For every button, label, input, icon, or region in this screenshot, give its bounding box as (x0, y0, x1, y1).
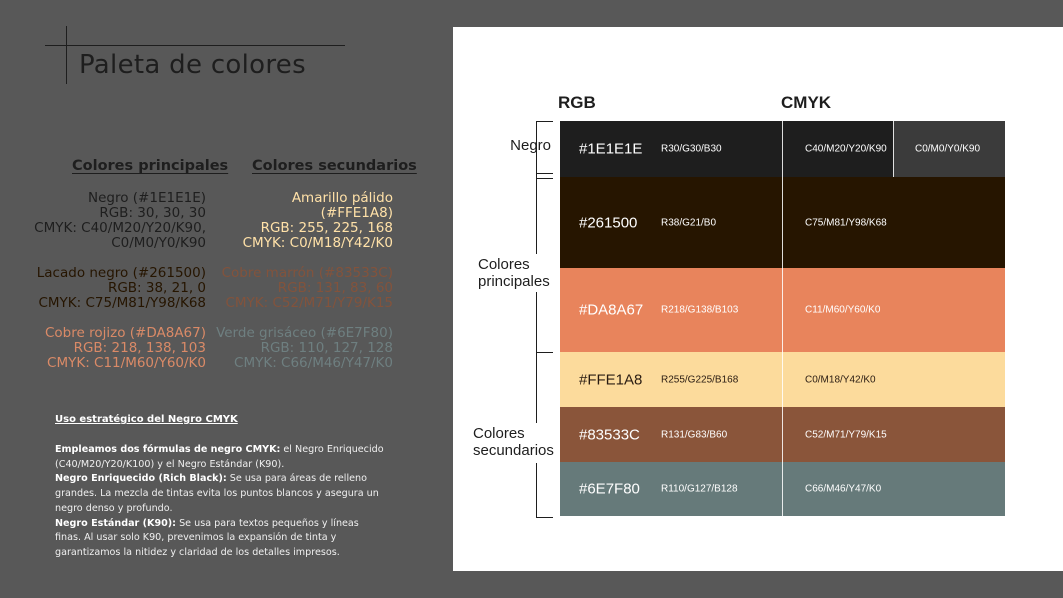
swatch-rgb-value: R30/G30/B30 (661, 143, 722, 155)
color-rgb: RGB: 131, 83, 60 (277, 280, 393, 296)
color-name: Lacado negro (#261500) (36, 265, 206, 281)
swatch-cmyk-cell (782, 121, 893, 177)
row-label-colores-secundarios (473, 425, 554, 459)
row-label-line: secundarios (473, 442, 554, 459)
swatch-rgb-cell (560, 352, 782, 407)
color-entry-cobre-marron (133, 266, 393, 311)
color-name: Cobre marrón (#83533C) (221, 265, 393, 281)
color-cmyk: CMYK: C75/M81/Y98/K68 (38, 295, 206, 311)
color-rgb: RGB: 38, 21, 0 (107, 280, 206, 296)
swatch-hex: #1E1E1E (579, 140, 643, 158)
swatch-hex: #261500 (579, 214, 638, 231)
strategy-bold-lead: Negro Estándar (K90): (55, 517, 177, 529)
strategy-paragraph-formulas (55, 443, 385, 472)
swatch-cmyk-value: C52/M71/Y79/K15 (805, 429, 887, 440)
swatch-cmyk-cell (782, 268, 1005, 352)
color-name: Negro (#1E1E1E) (88, 190, 206, 206)
color-entry-amarillo-palido (133, 191, 393, 251)
swatch-rgb-value: R131/G83/B60 (661, 429, 728, 440)
strategy-paragraph-k90 (55, 517, 385, 561)
strategy-paragraph-rich-black (55, 472, 385, 516)
swatch-hex: #FFE1A8 (579, 371, 643, 388)
page-title: Paleta de colores (79, 50, 306, 80)
swatch-cmyk-value: C75/M81/Y98/K68 (805, 217, 887, 228)
swatch-cmyk-value: C0/M18/Y42/K0 (805, 374, 876, 385)
color-cmyk: CMYK: C0/M18/Y42/K0 (242, 235, 393, 251)
table-header-cmyk: CMYK (781, 93, 832, 112)
swatch-cmyk-value: C66/M46/Y47/K0 (805, 483, 882, 495)
color-name: Cobre rojizo (#DA8A67) (45, 325, 206, 341)
title-divider-line (45, 45, 345, 46)
swatch-rgb-value: R38/G21/B0 (661, 217, 717, 228)
swatch-rgb-value: R218/G138/B103 (661, 304, 739, 316)
strategy-bold-lead: Empleamos dos fórmulas de negro CMYK: (55, 444, 281, 455)
swatch-row-261500 (560, 177, 1005, 268)
strategy-text: Se usa para áreas de relleno grandes. La mezcla de tintas evita los puntos blancos y asegura un negro denso y profundo. (55, 473, 379, 514)
swatch-cmyk-cell (782, 352, 1005, 407)
color-cmyk: CMYK: C11/M60/Y60/K0 (47, 355, 206, 371)
swatch-rgb-value: R255/G225/B168 (661, 374, 739, 385)
color-cmyk: CMYK: C40/M20/Y20/K90, (34, 220, 206, 236)
color-name: Verde grisáceo (#6E7F80) (216, 325, 393, 341)
color-entry-verde-grisaceo (133, 326, 393, 371)
color-rgb: RGB: 30, 30, 30 (99, 205, 206, 221)
swatch-cmyk-k90-value: C0/M0/Y0/K90 (915, 143, 981, 155)
row-label-negro: Negro (510, 137, 551, 154)
strategy-title: Uso estratégico del Negro CMYK (55, 414, 238, 425)
swatch-rgb-cell (560, 407, 782, 462)
heading-colores-principales: Colores principales (72, 158, 229, 174)
color-cmyk-k90: C0/M0/Y0/K90 (111, 235, 206, 251)
swatch-hex: #83533C (579, 426, 640, 443)
row-label-colores-principales (478, 256, 550, 290)
strategy-text: Se usa para textos pequeños y líneas finas. Al usar solo K90, prevenimos la expansión de tinta y garantizamos la nitidez y claridad de los detalles impresos. (55, 517, 359, 558)
swatch-cmyk-cell (782, 407, 1005, 462)
color-cmyk: CMYK: C66/M46/Y47/K0 (234, 355, 393, 371)
swatch-row-da8a67 (560, 268, 1005, 352)
swatch-rgb-value: R110/G127/B128 (661, 483, 738, 495)
color-table-panel (453, 27, 1063, 571)
color-rgb: RGB: 255, 225, 168 (260, 220, 393, 236)
color-name: Amarillo pálido (#FFE1A8) (291, 190, 393, 221)
row-label-line: principales (478, 273, 550, 290)
color-rgb: RGB: 218, 138, 103 (73, 340, 206, 356)
swatch-hex: #DA8A67 (579, 301, 644, 319)
swatch-cmyk-value: C40/M20/Y20/K90 (805, 143, 887, 155)
swatch-cmyk-cell (782, 462, 1005, 516)
swatch-row-6e7f80 (560, 462, 1005, 516)
row-label-line: Colores (478, 256, 530, 273)
strategy-body (55, 443, 385, 561)
row-label-line: Colores (473, 425, 525, 442)
swatch-hex: #6E7F80 (579, 480, 640, 498)
swatch-cmyk-k90-cell (893, 121, 1005, 177)
color-rgb: RGB: 110, 127, 128 (260, 340, 393, 356)
heading-colores-secundarios: Colores secundarios (252, 158, 417, 174)
strategy-text: el Negro Enriquecido (C40/M20/Y20/K100) y el Negro Estándar (K90). (55, 444, 384, 470)
table-header-rgb: RGB (558, 93, 596, 112)
swatch-rgb-cell (560, 121, 782, 177)
swatch-rgb-cell (560, 268, 782, 352)
strategy-bold-lead: Negro Enriquecido (Rich Black): (55, 473, 227, 485)
color-cmyk: CMYK: C52/M71/Y79/K15 (225, 295, 393, 311)
title-accent-line (66, 26, 67, 84)
swatch-rgb-cell (560, 177, 782, 268)
swatch-rgb-cell (560, 462, 782, 516)
swatch-row-83533c (560, 407, 1005, 462)
swatch-row-1e1e1e (560, 121, 1005, 177)
swatch-row-ffe1a8 (560, 352, 1005, 407)
swatch-cmyk-value: C11/M60/Y60/K0 (805, 304, 881, 316)
swatch-cmyk-cell (782, 177, 1005, 268)
